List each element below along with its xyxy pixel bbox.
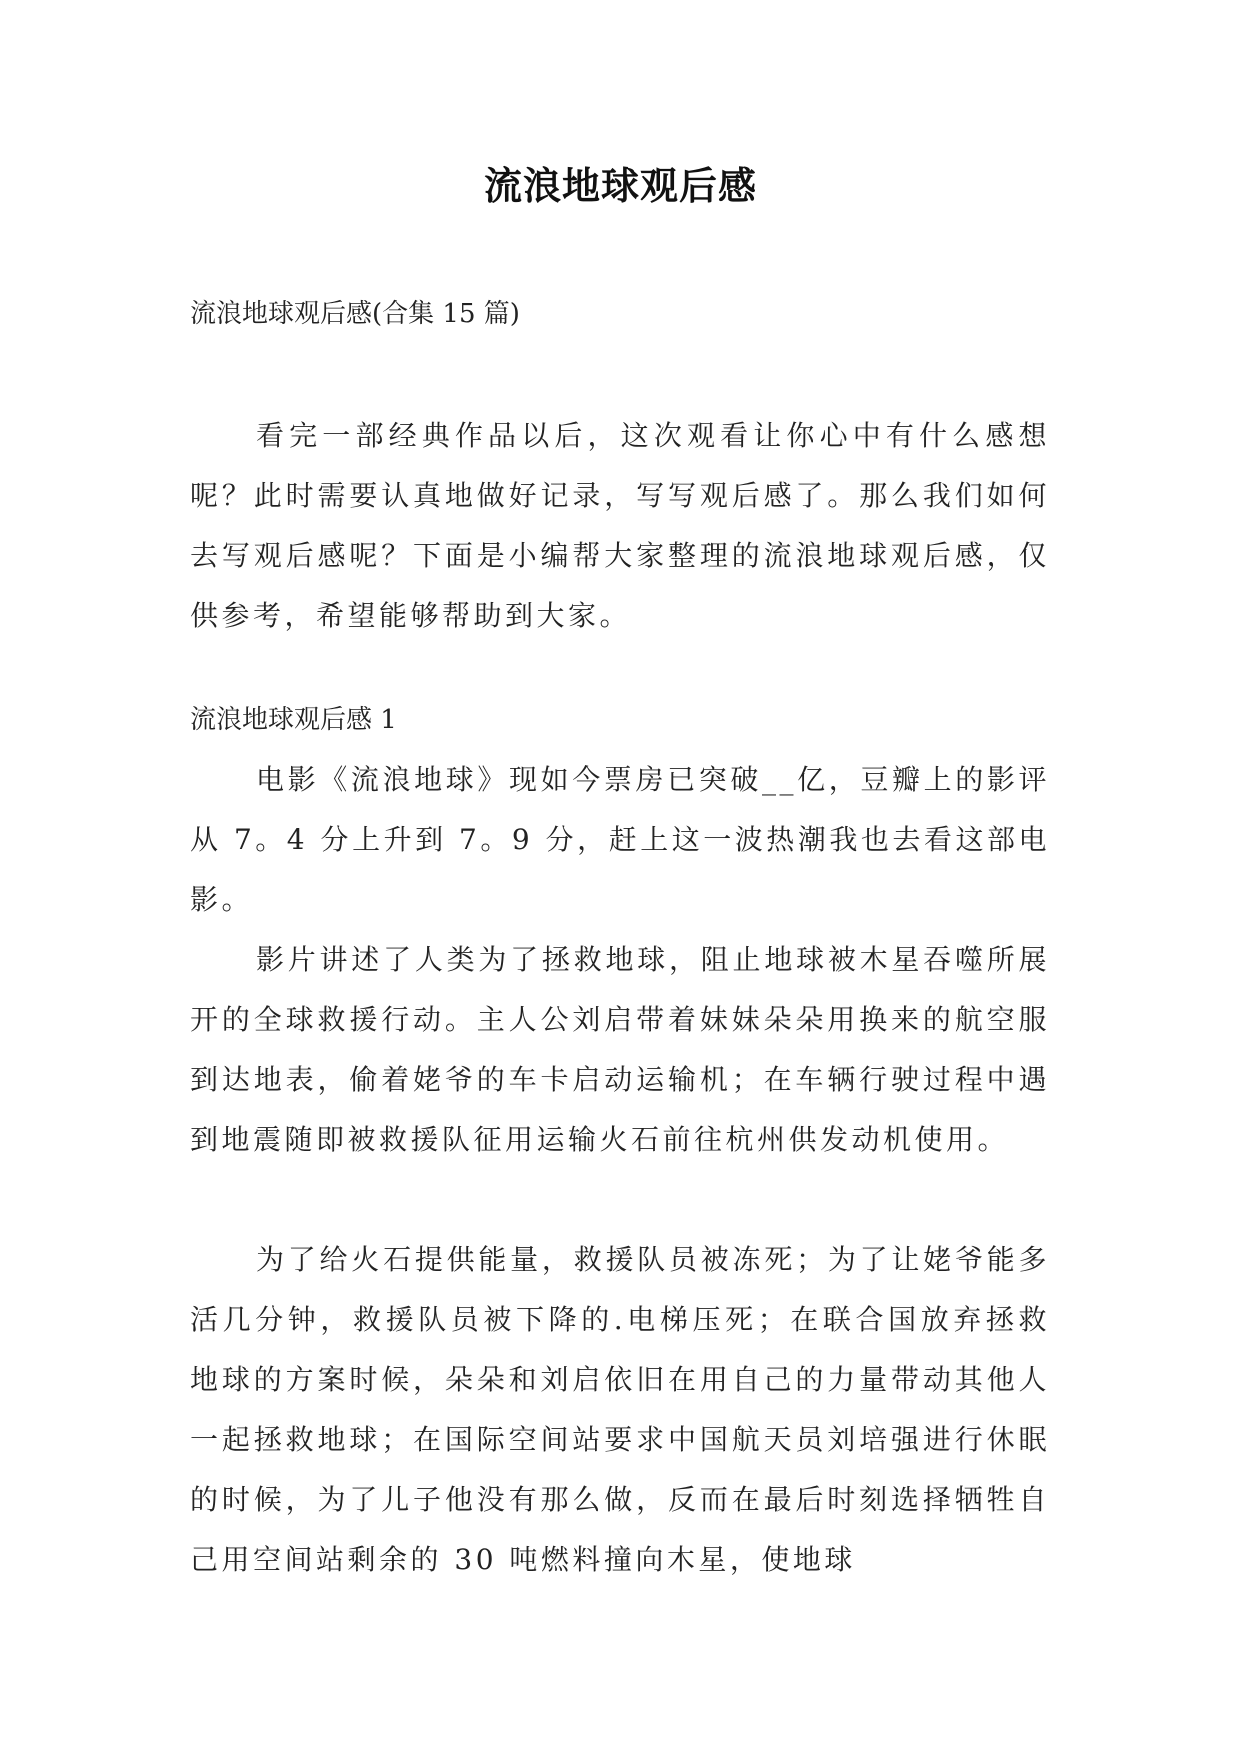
section-heading: 流浪地球观后感 1 — [190, 705, 397, 735]
document-title: 流浪地球观后感 — [483, 163, 757, 208]
body-paragraph: 影片讲述了人类为了拯救地球，阻止地球被木星吞噬所展开的全球救援行动。主人公刘启带着妹妹朵朵用换来的航空服到达地表，偷着姥爷的车卡启动运输机；在车辆行驶过程中遇到地震随即被救援队征用运输火石前往杭州供发动机使用。 — [190, 943, 1050, 1156]
body-paragraph: 为了给火石提供能量，救援队员被冻死；为了让姥爷能多活几分钟，救援队员被下降的.电梯压死；在联合国放弃拯救地球的方案时候，朵朵和刘启依旧在用自己的力量带动其他人一起拯救地球；在国际空间站要求中国航天员刘培强进行休眠的时候，为了儿子他没有那么做，反而在最后时刻选择牺牲自己用空间站剩余的 30 吨燃料撞向木星，使地球 — [190, 1243, 1050, 1576]
body-paragraph: 电影《流浪地球》现如今票房已突破__亿，豆瓣上的影评从 7。4 分上升到 7。9 分，赶上这一波热潮我也去看这部电影。 — [190, 763, 1050, 916]
intro-paragraph: 看完一部经典作品以后，这次观看让你心中有什么感想呢？此时需要认真地做好记录，写写观后感了。那么我们如何去写观后感呢？下面是小编帮大家整理的流浪地球观后感，仅供参考，希望能够帮助到大家。 — [190, 419, 1050, 632]
document-subtitle: 流浪地球观后感(合集 15 篇) — [190, 299, 520, 329]
